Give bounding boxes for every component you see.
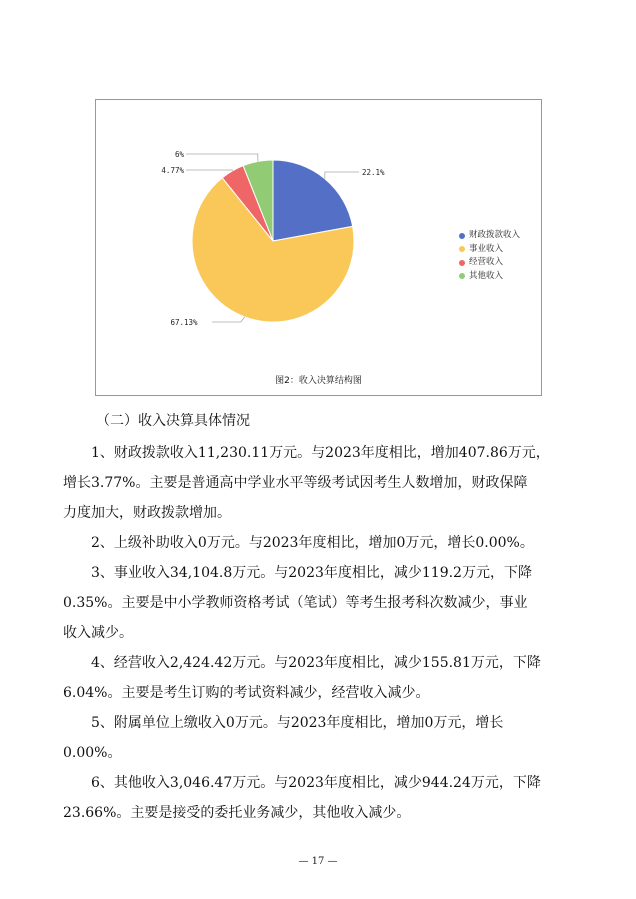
paragraph-line: 4、经营收入2,424.42万元。与2023年度相比，减少155.81万元，下降 bbox=[91, 655, 541, 671]
paragraph-4 bbox=[63, 648, 583, 708]
legend-marker-icon bbox=[459, 260, 465, 266]
paragraph-6 bbox=[63, 768, 583, 828]
chart-legend bbox=[459, 229, 520, 283]
paragraph-line: 6.04%。主要是考生订购的考试资料减少，经营收入减少。 bbox=[63, 685, 430, 701]
paragraph-line: 1、财政拨款收入11,230.11万元。与2023年度相比，增加407.86万元， bbox=[91, 445, 550, 461]
paragraph-line: 23.66%。主要是接受的委托业务减少，其他收入减少。 bbox=[63, 805, 411, 821]
paragraph-line: 收入减少。 bbox=[63, 625, 133, 641]
paragraph-line: 3、事业收入34,104.8万元。与2023年度相比，减少119.2万元，下降 bbox=[91, 565, 532, 581]
paragraph-1 bbox=[63, 438, 583, 528]
section-heading: （二）收入决算具体情况 bbox=[96, 413, 250, 429]
data-label-business: 67.13% bbox=[170, 318, 198, 327]
paragraph-line: 增长3.77%。主要是普通高中学业水平等级考试因考生人数增加，财政保障 bbox=[63, 475, 528, 491]
legend-item-fiscal-appropriation bbox=[459, 229, 520, 243]
leader-line-fiscal-appropriation bbox=[325, 172, 359, 179]
paragraph-line: 2、上级补助收入0万元。与2023年度相比，增加0万元，增长0.00%。 bbox=[91, 535, 534, 551]
paragraph-2 bbox=[63, 528, 583, 558]
paragraph-line: 0.35%。主要是中小学教师资格考试（笔试）等考生报考科次数减少，事业 bbox=[63, 595, 528, 611]
leader-line-business bbox=[212, 317, 245, 322]
data-label-fiscal-appropriation: 22.1% bbox=[362, 168, 385, 177]
pie-chart bbox=[95, 99, 542, 396]
legend-item-business bbox=[459, 243, 520, 257]
legend-label: 其他收入 bbox=[469, 270, 504, 281]
paragraph-line: 力度加大，财政拨款增加。 bbox=[63, 505, 231, 521]
leader-line-other bbox=[186, 154, 258, 161]
page-number: — 17 — bbox=[298, 856, 338, 867]
paragraph-line: 5、附属单位上缴收入0万元。与2023年度相比，增加0万元，增长 bbox=[91, 715, 504, 731]
paragraph-5 bbox=[63, 708, 583, 768]
legend-label: 财政拨款收入 bbox=[469, 230, 521, 240]
legend-item-other bbox=[459, 270, 520, 284]
paragraph-line: 6、其他收入3,046.47万元。与2023年度相比，减少944.24万元，下降 bbox=[91, 775, 541, 791]
legend-item-operating bbox=[459, 256, 520, 270]
legend-label: 经营收入 bbox=[469, 257, 504, 267]
data-label-operating: 4.77% bbox=[161, 166, 184, 175]
legend-marker-icon bbox=[459, 233, 465, 239]
legend-label: 事业收入 bbox=[469, 243, 504, 254]
paragraph-line: 0.00%。 bbox=[63, 745, 122, 761]
leader-line-operating bbox=[186, 170, 232, 171]
chart-caption: 图2：收入决算结构图 bbox=[275, 376, 362, 386]
legend-marker-icon bbox=[459, 246, 465, 252]
paragraph-3 bbox=[63, 558, 583, 648]
legend-marker-icon bbox=[459, 273, 465, 279]
data-label-other: 6% bbox=[174, 150, 184, 159]
